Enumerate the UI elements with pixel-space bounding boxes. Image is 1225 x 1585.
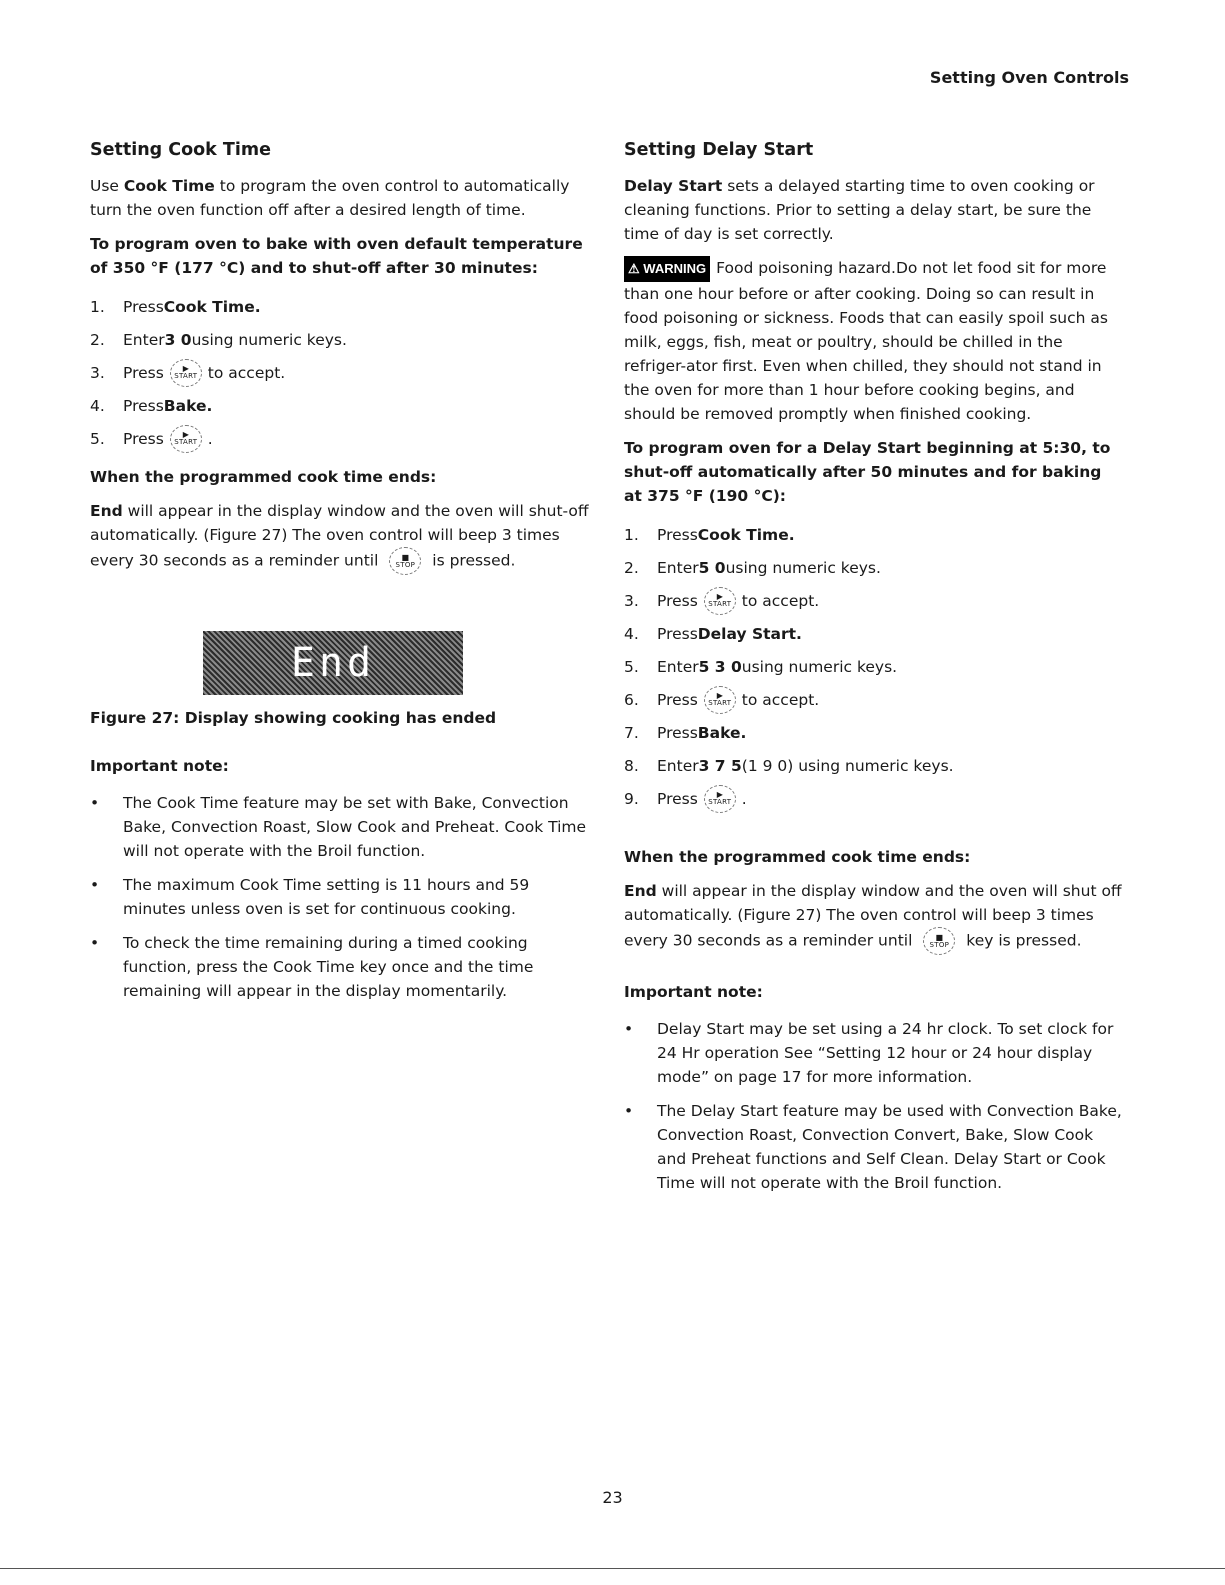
- cook-time-section: [90, 140, 590, 1013]
- step-item: 4. Press Bake.: [90, 396, 213, 415]
- important-note-title: Important note:: [624, 983, 763, 1001]
- step-item: 1. Press Cook Time.: [90, 297, 261, 316]
- cook-time-ends-heading: When the programmed cook time ends:: [624, 848, 971, 866]
- end-display-figure: End: [203, 631, 463, 695]
- warning-icon: ⚠ WARNING: [624, 256, 710, 282]
- cook-time-ends-paragraph: End will appear in the display window and the oven will shut-off automatically. (Figure 27) The oven control will beep 3 times every 30 seconds as a reminder until ■ STOP is pressed.: [90, 499, 590, 575]
- start-button-icon: ▶ START: [170, 359, 202, 387]
- start-button-icon: ▶ START: [170, 425, 202, 453]
- start-button-icon: ▶ START: [704, 785, 736, 813]
- step-item: 3. Press ▶ START to accept.: [624, 584, 1124, 617]
- step-item: 2. Enter 3 0 using numeric keys.: [90, 330, 347, 349]
- page-number: 23: [602, 1488, 623, 1507]
- step-item: 9. Press ▶ START .: [624, 782, 1124, 815]
- start-button-icon: ▶ START: [704, 587, 736, 615]
- important-note-title: Important note:: [90, 757, 229, 775]
- figure-caption: Figure 27: Display showing cooking has ended: [90, 709, 497, 727]
- step-item: 6. Press ▶ START to accept.: [624, 683, 1124, 716]
- cook-time-ends-heading: When the programmed cook time ends:: [90, 468, 437, 486]
- note-item: • The maximum Cook Time setting is 11 hours and 59 minutes unless oven is set for continuous cooking.: [90, 876, 530, 918]
- important-notes-list: [90, 791, 590, 1003]
- section-heading: Setting Cook Time: [90, 140, 271, 160]
- program-instructions-intro: To program oven to bake with oven default temperature of 350 °F (177 °C) and to shut-off after 30 minutes:: [90, 235, 583, 277]
- stop-button-icon: ■ STOP: [923, 927, 955, 955]
- stop-button-icon: ■ STOP: [389, 547, 421, 575]
- section-heading: Setting Delay Start: [624, 140, 814, 160]
- step-item: 7. Press Bake.: [624, 723, 747, 742]
- step-item: 3. Press ▶ START to accept.: [90, 356, 590, 389]
- warning-paragraph: ⚠ WARNING Food poisoning hazard.Do not let food sit for more than one hour before or after cooking. Doing so can result in food poisoning or sickness. Foods that can easily spoil such as milk, eggs, fish, meat or poultry, should be chilled in the refriger-ator first. Even when chilled, they should not stand in the oven for more than 1 hour before cooking begins, and should be removed promptly when finished cooking.: [624, 256, 1124, 426]
- note-item: • The Delay Start feature may be used with Convection Bake, Convection Roast, Convection Convert, Bake, Slow Cook and Preheat functions and Self Clean. Delay Start or Cook Time will not operate with the Broil function.: [624, 1102, 1122, 1192]
- step-list: [90, 290, 590, 455]
- step-item: 1. Press Cook Time.: [624, 525, 795, 544]
- program-instructions-intro: To program oven for a Delay Start beginning at 5:30, to shut-off automatically after 50 minutes and for baking at 375 °F (190 °C):: [624, 439, 1111, 505]
- note-item: • To check the time remaining during a timed cooking function, press the Cook Time key once and the time remaining will appear in the display momentarily.: [90, 934, 534, 1000]
- cook-time-ends-paragraph: End will appear in the display window and the oven will shut off automatically. (Figure 27) The oven control will beep 3 times every 30 seconds as a reminder until ■ STOP key is pressed.: [624, 879, 1124, 955]
- intro-paragraph: Delay Start sets a delayed starting time to oven cooking or cleaning functions. Prior to setting a delay start, be sure the time of day is set correctly.: [624, 177, 1095, 243]
- step-item: 5. Press ▶ START .: [90, 422, 590, 455]
- note-item: • Delay Start may be set using a 24 hr clock. To set clock for 24 Hr operation See “Setting 12 hour or 24 hour display mode” on page 17 for more information.: [624, 1020, 1114, 1086]
- step-item: 5. Enter 5 3 0 using numeric keys.: [624, 657, 898, 676]
- start-button-icon: ▶ START: [704, 686, 736, 714]
- step-item: 2. Enter 5 0 using numeric keys.: [624, 558, 881, 577]
- page-header-title: Setting Oven Controls: [929, 68, 1129, 87]
- step-item: 4. Press Delay Start.: [624, 624, 802, 643]
- important-notes-list: [624, 1017, 1124, 1195]
- step-list: [624, 518, 1124, 815]
- bottom-divider: [0, 1568, 1225, 1569]
- delay-start-section: [624, 140, 1124, 1205]
- note-item: • The Cook Time feature may be set with Bake, Convection Bake, Convection Roast, Slow Cook and Preheat. Cook Time will not operate with the Broil function.: [90, 794, 587, 860]
- intro-paragraph: Use Cook Time to program the oven control to automatically turn the oven function off after a desired length of time.: [90, 177, 570, 219]
- step-item: 8. Enter 3 7 5 (1 9 0) using numeric keys.: [624, 756, 954, 775]
